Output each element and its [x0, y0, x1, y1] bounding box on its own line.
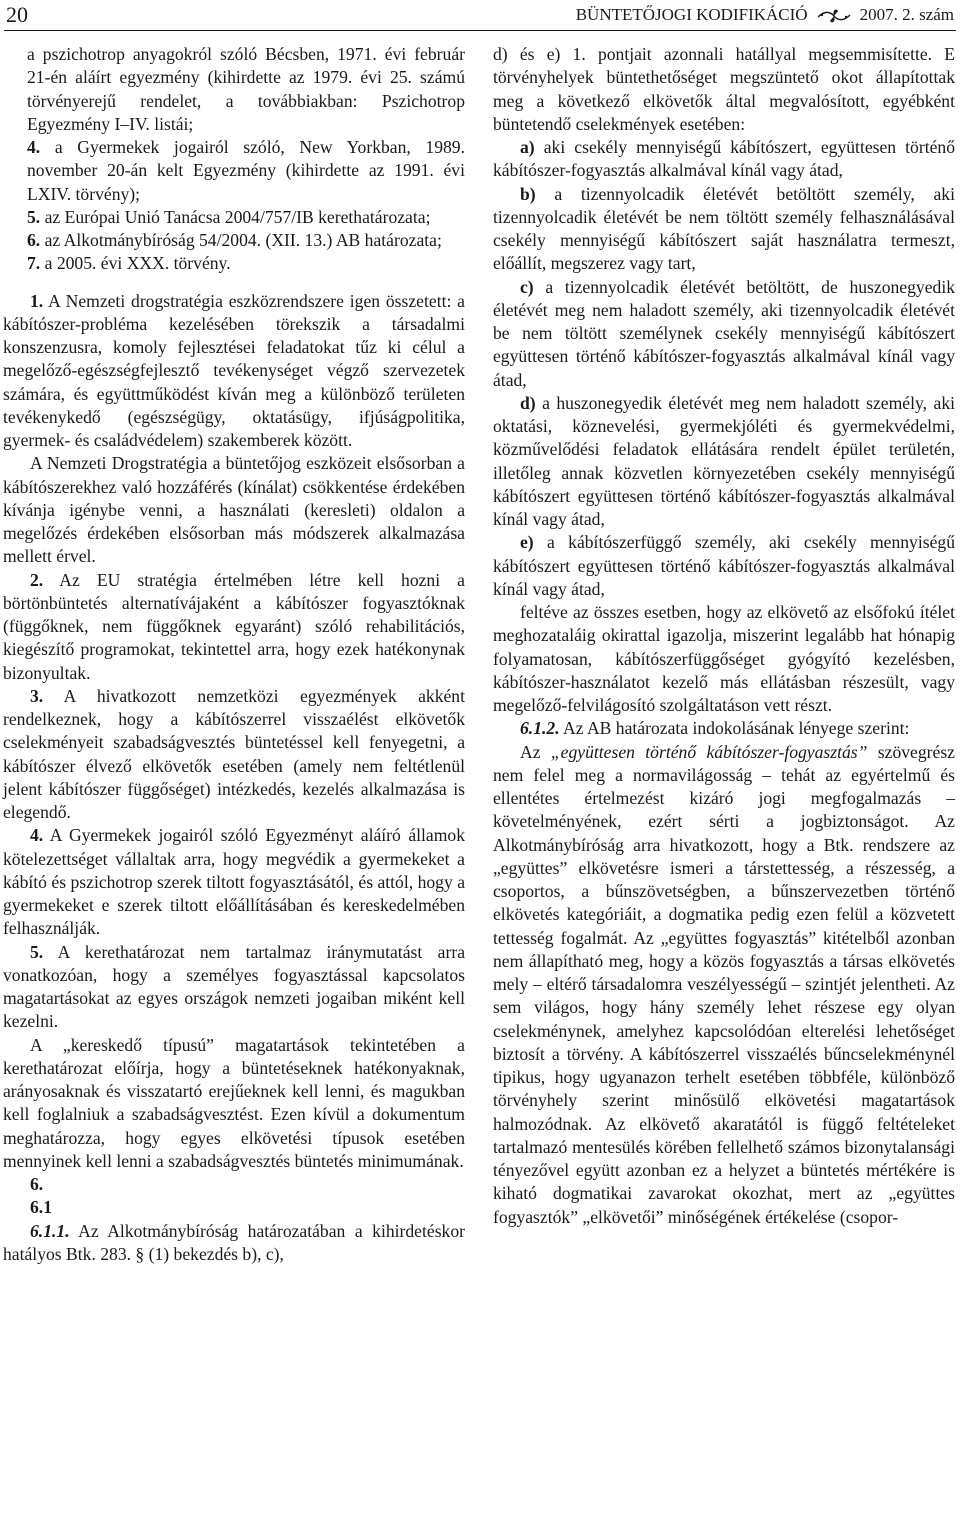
condition-b: b) a tizennyolcadik életévét betöltött személy, aki tizennyolcadik életévét be nem töltött személy felhasználásával csekély mennyiségű kábítószert saját használatra termeszt, előállít, megszerez vagy tart, [493, 183, 955, 274]
condition-d: d) a huszonegyedik életévét meg nem haladott személy, aki oktatási, köznevelési, gyermekjóléti és gyermekvédelmi, közművelődési feladatok ellátására rendelt épület területén, illetőleg annak közvetlen környezetében csekély mennyiségű kábítószert együttesen történő kábítószer-fogyasztás alkalmával kínál vagy átad, [493, 392, 956, 529]
section-heading-6-1: 6.1 [30, 1197, 52, 1218]
left-column [3, 43, 465, 1266]
list-item: 4. a Gyermekek jogairól szóló, New Yorkban, 1989. november 20-án kelt Egyezmény (kihirdette az 1991. évi LXIV. törvény); [27, 137, 465, 204]
issue-label: 2007. 2. szám [859, 5, 954, 24]
paragraph-5b: A „kereskedő típusú” magatartások tekintetében a kerethatározat előírja, hogy a büntetéseknek hatékonyaknak, arányosaknak és visszatartó erejűeknek kell lenni, és magukban kell foglalniuk a szabadságvesztést. Ezen kívül a dokumentum meghatározza, hogy egyes elkövetési típusok esetében mennyinek kell lenni a szabadságvesztés büntetés minimumának. [3, 1034, 465, 1171]
paragraph-6-1-1: 6.1.1. Az Alkotmánybíróság határozatában a kihirdetéskor hatályos Btk. 283. § (1) bekezdés b), c), [3, 1220, 465, 1264]
paragraph-1b: A Nemzeti Drogstratégia a büntetőjog eszközeit elsősorban a kábítószerekhez való hozzáférés (kínálat) csökkentése érdekében kívánja igénybe venni, a használati (keresleti) oldalon a megelőzés érdekében elsősorban más módszerek alkalmazása mellett érvel. [3, 453, 465, 567]
reference-list [3, 43, 465, 276]
paragraph-quote: Az „együttesen történő kábítószer-fogyasztás” szövegrész nem felel meg a normavilágosság – tehát az egyértelmű és ellentétes értelmezést kizáró jogi megfogalmazás – követelményének, ezért sérti a jogbiztonságot. Az Alkotmánybíróság arra hivatkozott, hogy a Btk. rendszere az „együttes” elkövetésre ismeri a társtettesség, a részesség, a csoportos, a bűnszövetségben, a bűnszervezetben történő elkövetés kategóriáit, a dogmatika pedig ezen felül a közvetett tettesség fogalmát. Az „együttes fogyasztás” kitételből azonban nem állapítható meg, hogy a közös fogyasztás a társas elkövetés mely – eltérő társadalomra veszélyességű – szintjét jelentheti. Az sem világos, hogy hány személy lehet részese egy olyan cselekménynek, amelyhez kapcsolódóan elterelési lehetőséget biztosít a törvény. A kábítószerrel visszaélés bűncselekménynél tipikus, hogy ugyanazon terhelt esetében többféle, különböző törvényhely szerint minősülő elkövetési magatartások halmozódnak. Az elkövető akaratától is függő feltételeket tartalmazó mentesülés körében fellelhető számos bizonytalansági tényezővel együtt azonban ez a helyzet a büntetés mértékére is kiható dogmatikai zavarokat okozhat, mert az „együttes fogyasztók” „elkövetői” minőségének értékelése (csopor- [493, 741, 955, 1227]
condition-c: c) a tizennyolcadik életévét betöltött, de huszonegyedik életévét meg nem haladott személy, aki tizennyolcadik életévét be nem töltött személynek csekély mennyiségű kábítószert együttesen történő kábítószer-fogyasztás alkalmával kínál vagy átad, [493, 276, 956, 390]
condition-e: e) a kábítószerfüggő személy, aki csekély mennyiségű kábítószert együttesen történő kábítószer-fogyasztás alkalmával kínál vagy átad, [493, 532, 955, 599]
right-column [493, 43, 955, 1229]
list-item: 7. a 2005. évi XXX. törvény. [27, 253, 231, 274]
paragraph-4: 4. A Gyermekek jogairól szóló Egyezményt aláíró államok kötelezettséget vállaltak arra, hogy megvédik a gyermekeket a kábító és pszichotrop szerek tiltott fogyasztásától, és attól, hogy a gyermekeket e szerek tiltott előállításában és kereskedelmében felhasználják. [3, 825, 465, 939]
condition-a: a) aki csekély mennyiségű kábítószert, együttesen történő kábítószer-fogyasztás alkalmával kínál vagy átad, [493, 137, 956, 181]
header-rule [4, 30, 956, 31]
list-item: 5. az Európai Unió Tanácsa 2004/757/IB kerethatározata; [27, 206, 431, 227]
section-heading-6: 6. [30, 1174, 44, 1194]
journal-title: BÜNTETŐJOGI KODIFIKÁCIÓ [575, 5, 808, 24]
fleuron-ornament-icon [816, 7, 852, 23]
paragraph-2: 2. Az EU stratégia értelmében létre kell hozni a börtönbüntetés alternatívájaként a kábítószer fogyasztóknak (függőknek, nem függőknek egyaránt) szóló rehabilitációs, kiegészítő programokat, tekintettel arra, hogy ezek hatékonynak bizonyultak. [3, 569, 465, 683]
paragraph-3: 3. A hivatkozott nemzetközi egyezmények akként rendelkeznek, hogy a kábítószerrel visszaélést elkövetők cselekményeit szabadságvesztés büntetéssel kell fenyegetni, a kábítószer élvező elkövetők esetében (amely nem feltétlenül jelent kábítószer függőséget) intézkedés, kezelés alkalmazása is elegendő. [3, 685, 465, 822]
running-head [576, 3, 954, 27]
paragraph-continuation: d) és e) 1. pontjait azonnali hatállyal megsemmisítette. E törvényhelyek büntethetőséget megszüntető okot állapítottak meg a következő elkövetők által megvalósított, egyébként büntetendő cselekmények esetében: [493, 44, 955, 134]
list-intro: a pszichotrop anyagokról szóló Bécsben, 1971. évi február 21-én aláírt egyezmény (kihirdette az 1979. évi 25. számú törvényerejű rendelet, a továbbiakban: Pszichotrop Egyezmény I–IV. listái; [27, 44, 465, 134]
list-item: 6. az Alkotmánybíróság 54/2004. (XII. 13.) AB határozata; [27, 230, 442, 250]
page-number: 20 [6, 2, 28, 27]
paragraph-1: 1. A Nemzeti drogstratégia eszközrendszere igen összetett: a kábítószer-probléma kezelésében törekszik a társadalmi konszenzusra, komoly fejlesztései feladatokat tűz ki célul a megelőző-egészségfejlesztő tevékenységet végző szervezetek számára, és együttműködést kíván meg a különböző területen tevékenykedő (egészségügy, oktatásügy, ifjúságpolitika, gyermek- és családvédelem) szakemberek között. [3, 290, 465, 450]
paragraph-6-1-2: 6.1.2. Az AB határozata indokolásának lényege szerint: [520, 718, 910, 739]
proviso-paragraph: feltéve az összes esetben, hogy az elkövető az elsőfokú ítélet meghozataláig okirattal igazolja, miszerint legalább hat hónapig folyamatosan, kábítószerfüggőséget gyógyító kezelésben, kábítószer-használatot kezelő más ellátásban részesült, vagy megelőző-felvilágosító szolgáltatáson vett részt. [493, 602, 955, 715]
paragraph-5: 5. A kerethatározat nem tartalmaz iránymutatást arra vonatkozóan, hogy a személyes fogyasztással kapcsolatos magatartásokat az egyes országok nemzeti jogaiban miként kell kezelni. [3, 941, 465, 1032]
